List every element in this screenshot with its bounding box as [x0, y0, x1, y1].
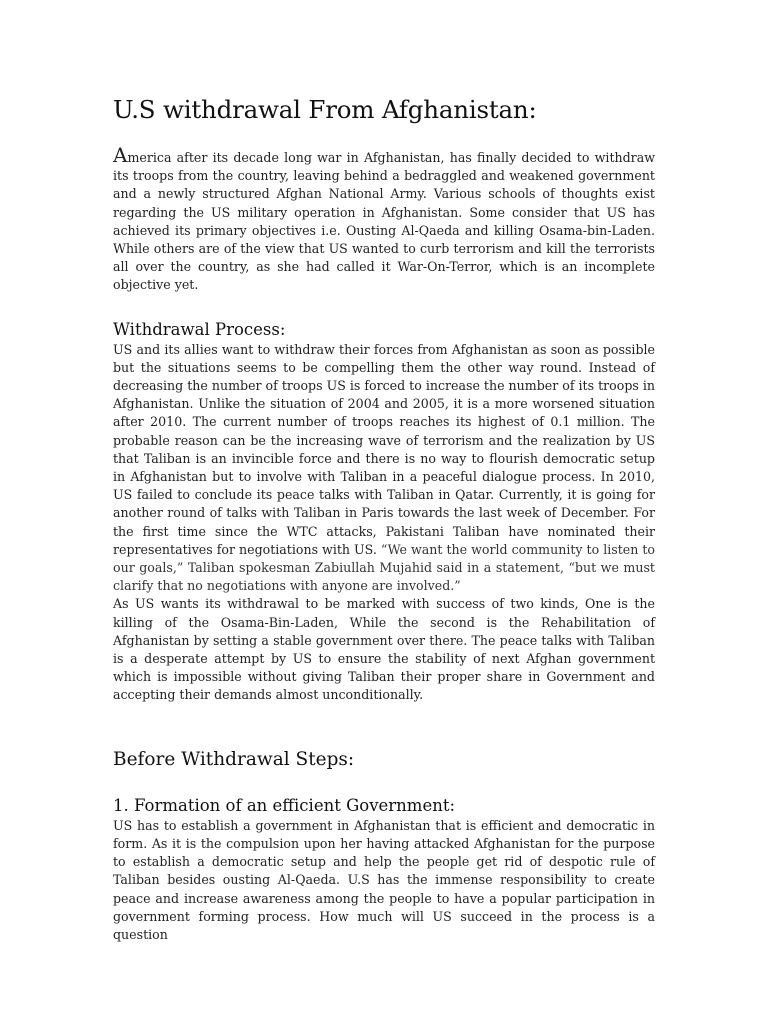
taliban-quote: “We want the world community to listen to our goals,” Taliban spokesman Zabiullah Mujahid said in a statement, “but we must clarify that no negotiations with anyone are involved.”: [113, 541, 655, 594]
withdrawal-paragraph-1: [113, 341, 655, 596]
formation-paragraph: US has to establish a government in Afghanistan that is efficient and democratic in form. As it is the compulsion upon her having attacked Afghanistan for the purpose to establish a democratic setup and help the people get rid of despotic rule of Taliban besides ousting Al-Qaeda. U.S has the immense responsibility to create peace and increase awareness among the people to have a popular participation in government forming process. How much will US succeed in the process is a question: [113, 817, 655, 942]
formation-subheading: 1. Formation of an efficient Government:: [113, 795, 456, 815]
document-title: U.S withdrawal From Afghanistan:: [113, 95, 537, 124]
withdrawal-process-heading: Withdrawal Process:: [113, 319, 286, 339]
before-withdrawal-heading: Before Withdrawal Steps:: [113, 748, 355, 770]
withdrawal-paragraph-2: As US wants its withdrawal to be marked with success of two kinds, One is the killing of the Osama-Bin-Laden, While the second is the Rehabilitation of Afghanistan by setting a stable government over there. The peace talks with Taliban is a desperate attempt by US to ensure the stability of next Afghan government which is impossible without giving Taliban their proper share in Government and accepting their demands almost unconditionally.: [113, 596, 655, 703]
document-content: [113, 92, 655, 944]
intro-paragraph: [113, 143, 655, 295]
intro-text: merica after its decade long war in Afghanistan, has finally decided to withdraw its troops from the country, leaving behind a bedraggled and weakened government and a newly structured Afghan National Army. Various schools of thoughts exist regarding the US military operation in Afghanistan. Some consider that US has achieved its primary objectives i.e. Ousting Al-Qaeda and killing Osama-bin-Laden. While others are of the view that US wanted to curb terrorism and kill the terrorists all over the country, as she had called it War-On-Terror, which is an incomplete objective yet.: [113, 150, 655, 293]
intro-dropcap: A: [113, 143, 128, 167]
withdrawal-paragraph-1-main: US and its allies want to withdraw their forces from Afghanistan as soon as possible but the situations seems to be compelling them the other way round. Instead of decreasing the number of troops US is forced to increase the number of its troops in Afghanistan. Unlike the situation of 2004 and 2005, it is a more worsened situation after 2010. The current number of troops reaches its highest of 0.1 million. The probable reason can be the increasing wave of terrorism and the realization by US that Taliban is an invincible force and there is no way to flourish democratic setup in Afghanistan but to involve with Taliban in a peaceful dialogue process. In 2010, US failed to conclude its peace talks with Taliban in Qatar. Currently, it is going for another round of talks with Taliban in Paris towards the last week of December. For the first time since the WTC attacks, Pakistani Taliban have nominated their representatives for negotiations with US.: [113, 341, 655, 557]
